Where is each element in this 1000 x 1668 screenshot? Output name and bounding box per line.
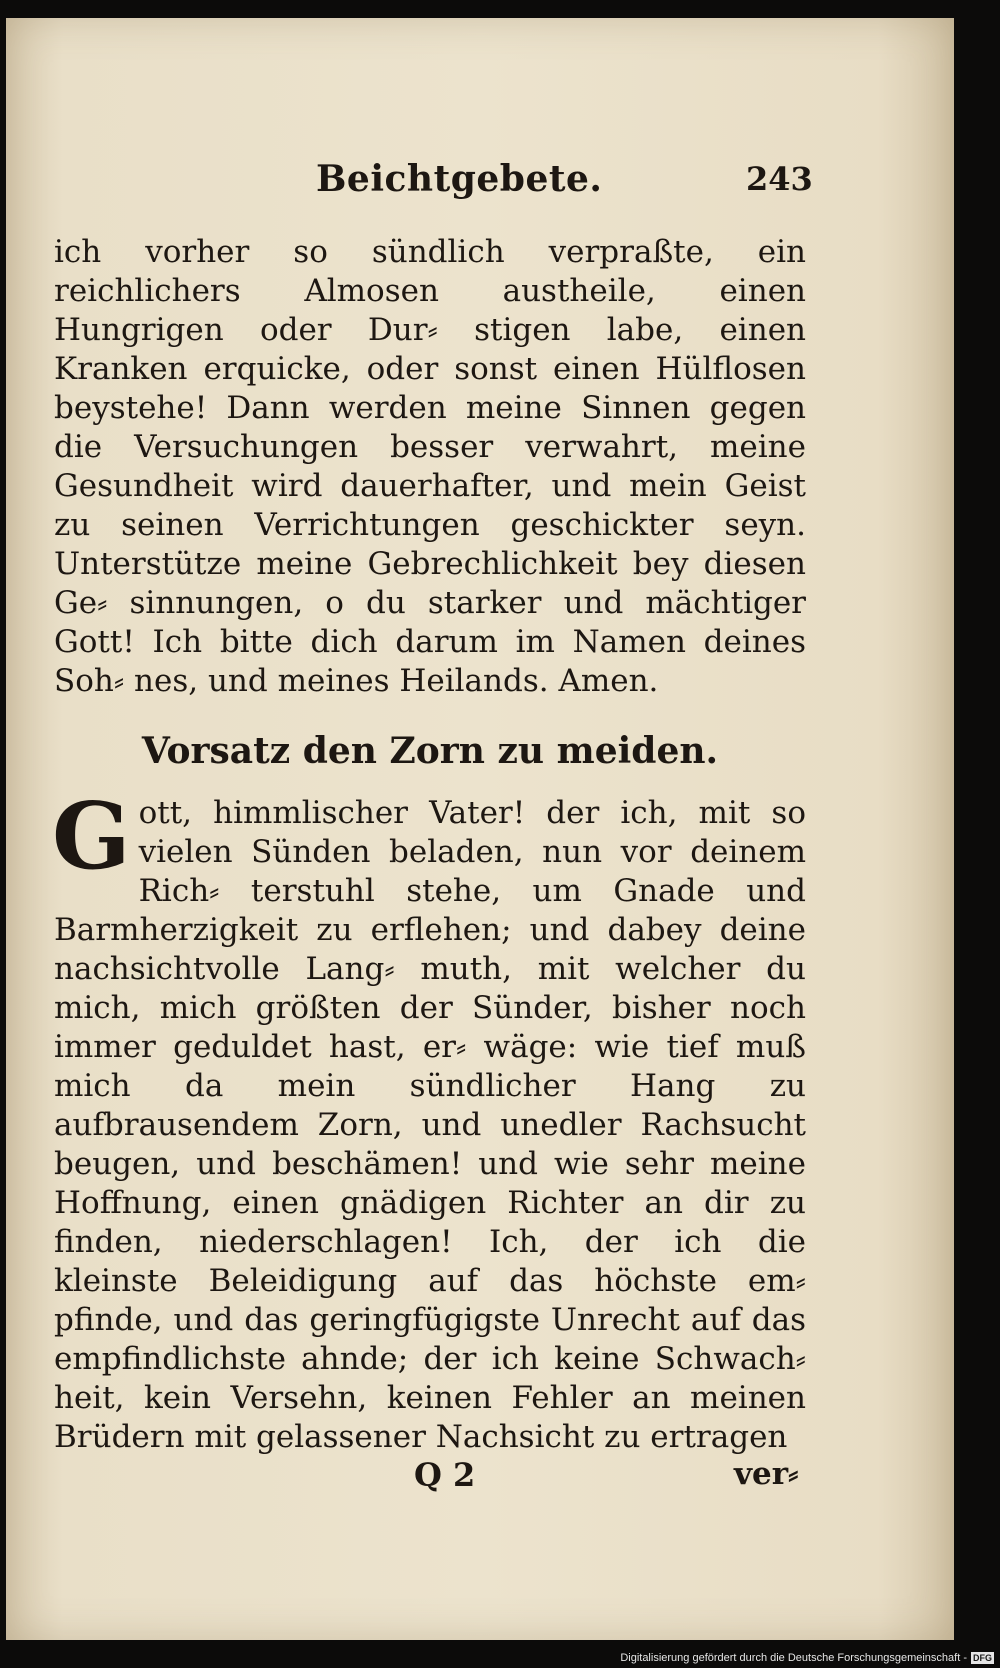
page-footer — [6, 1456, 954, 1496]
drop-cap: G — [52, 782, 131, 890]
paragraph-prayer-end: ich vorher so sündlich verpraßte, ein reichlichers Almosen austheile, einen Hungrigen oder Dur⸗ stigen labe, einen Kranken erquicke, oder sonst einen Hülflosen beystehe! Dann werden meine Sinnen gegen die Versuchungen besser verwahrt, meine Gesundheit wird dauerhafter, und mein Geist zu seinen Verrichtungen geschickter seyn. Unterstütze meine Gebrechlichkeit bey diesen Ge⸗ sinnungen, o du starker und mächtiger Gott! Ich bitte dich darum im Namen deines Soh⸗ nes, und meines Heilands. Amen. — [54, 234, 806, 699]
section-heading: Vorsatz den Zorn zu meiden. — [141, 730, 719, 772]
page-number: 243 — [746, 160, 813, 198]
book-page — [6, 18, 954, 1640]
signature-mark: Q 2 — [414, 1456, 476, 1494]
digitization-credit — [620, 1652, 994, 1664]
page-header — [6, 158, 954, 208]
catchword: ver⸗ — [734, 1456, 799, 1492]
paragraph-text: ott, himmlischer Vater! der ich, mit so vielen Sünden beladen, nun vor deinem Rich⸗ terstuhl stehe, um Gnade und Barmherzigkeit zu erflehen; und dabey deine nachsichtvolle Lang⸗ muth, mit welcher du mich, mich größten der Sünder, bisher noch immer geduldet hast, er⸗ wäge: wie tief muß mich da mein sündlicher Hang zu aufbrausendem Zorn, und unedler Rachsucht beugen, und beschämen! und wie sehr meine Hoffnung, einen gnädigen Richter an dir zu finden, niederschlagen! Ich, der ich die kleinste Beleidigung auf das höchste em⸗ pfinde, und das geringfügigste Unrecht auf das empfindlichste ahnde; der ich keine Schwach⸗ heit, kein Versehn, keinen Fehler an meinen Brüdern mit gelassener Nachsicht zu ertragen — [54, 795, 806, 1455]
credit-text: Digitalisierung gefördert durch die Deutsche Forschungsgemeinschaft - — [620, 1652, 967, 1664]
dfg-logo-icon: DFG — [973, 1653, 992, 1663]
paragraph-prayer-anger — [52, 782, 806, 1457]
running-title: Beichtgebete. — [316, 158, 603, 200]
